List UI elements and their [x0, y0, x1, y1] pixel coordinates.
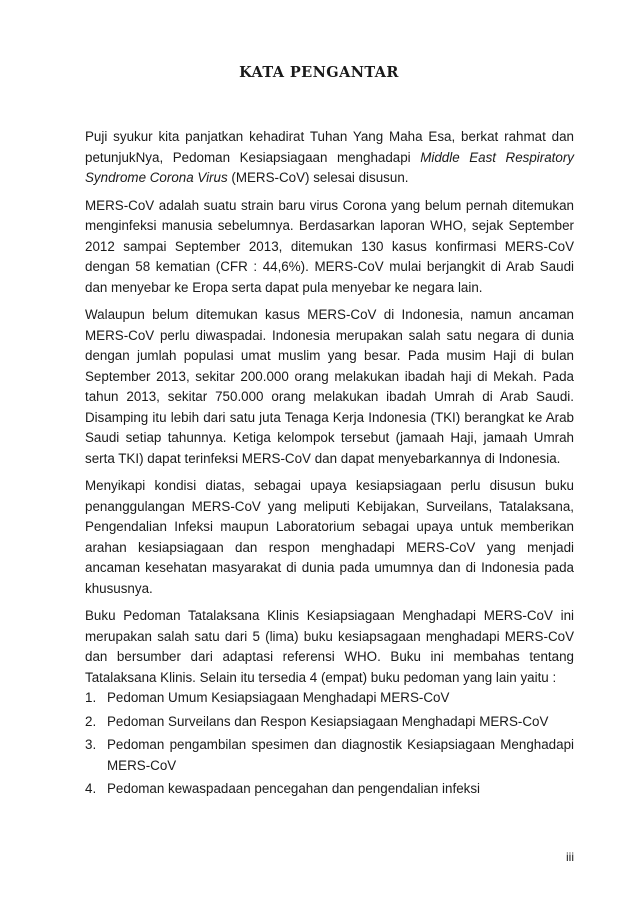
list-item-text: Pedoman Surveilans dan Respon Kesiapsiagaan Menghadapi MERS-CoV: [107, 713, 549, 729]
page-number: iii: [566, 850, 574, 864]
guide-list: [85, 688, 574, 800]
list-item-text: Pedoman Umum Kesiapsiagaan Menghadapi MERS-CoV: [107, 690, 450, 705]
list-item-number: 3.: [85, 737, 97, 752]
list-item-text: Pedoman pengambilan spesimen dan diagnostik Kesiapsiagaan Menghadapi MERS-CoV: [107, 737, 574, 773]
list-item-number: 1.: [85, 690, 97, 705]
paragraph-1: [85, 127, 574, 189]
list-item: [85, 735, 574, 776]
paragraph-1-text: Puji syukur kita panjatkan kehadirat Tuhan Yang Maha Esa, berkat rahmat dan petunjukNya, Pedoman Kesiapsiagaan menghadapi: [85, 129, 574, 165]
paragraph-1-text-end: (MERS-CoV) selesai disusun.: [227, 170, 409, 185]
list-item: [85, 779, 574, 800]
list-item-text: Pedoman kewaspadaan pencegahan dan pengendalian infeksi: [107, 781, 481, 796]
document-body: [85, 127, 574, 803]
list-item: [85, 712, 574, 733]
page-title: KATA PENGANTAR: [239, 64, 399, 81]
paragraph-1-italic-term: Middle East Respiratory Syndrome Corona Virus: [85, 149, 574, 185]
list-item-number: 2.: [85, 713, 97, 729]
paragraph-2: MERS-CoV adalah suatu strain baru virus Corona yang belum pernah ditemukan menginfeksi manusia sebelumnya. Berdasarkan laporan WHO, sejak September 2012 sampai September 2013, ditemukan 130 kasus konfirmasi MERS-CoV dengan 58 kematian (CFR : 44,6%). MERS-CoV mulai berjangkit di Arab Saudi dan menyebar ke Eropa serta dapat pula menyebar ke negara lain.: [85, 197, 574, 295]
list-item-number: 4.: [85, 781, 97, 796]
paragraph-4: Menyikapi kondisi diatas, sebagai upaya kesiapsiagaan perlu disusun buku penanggulangan MERS-CoV yang meliputi Kebijakan, Surveilans, Tatalaksana, Pengendalian Infeksi maupun Laboratorium sebagai upaya untuk memberikan arahan kesiapsiagaan dan respon menghadapi MERS-CoV yang menjadi ancaman kesehatan masyarakat di dunia pada umumnya dan di Indonesia pada khususnya.: [85, 478, 574, 596]
list-item: [85, 688, 574, 709]
paragraph-5: Buku Pedoman Tatalaksana Klinis Kesiapsiagaan Menghadapi MERS-CoV ini merupakan salah satu dari 5 (lima) buku kesiapsagaan menghadapi MERS-CoV dan bersumber dari adaptasi referensi WHO. Buku ini membahas tentang Tatalaksana Klinis. Selain itu tersedia 4 (empat) buku pedoman yang lain yaitu :: [85, 608, 574, 685]
paragraph-3: Walaupun belum ditemukan kasus MERS-CoV di Indonesia, namun ancaman MERS-CoV perlu diwaspadai. Indonesia merupakan salah satu negara di dunia dengan jumlah populasi umat muslim yang besar. Pada musim Haji di bulan September 2013, sekitar 200.000 orang melakukan ibadah haji di Mekah. Pada tahun 2013, sekitar 750.000 orang melakukan ibadah Umrah di Arab Saudi. Disamping itu lebih dari satu juta Tenaga Kerja Indonesia (TKI) berangkat ke Arab Saudi setiap tahunnya. Ketiga kelompok tersebut (jamaah Haji, jamaah Umrah serta TKI) dapat terinfeksi MERS-CoV dan dapat menyebarkannya di Indonesia.: [85, 307, 574, 466]
